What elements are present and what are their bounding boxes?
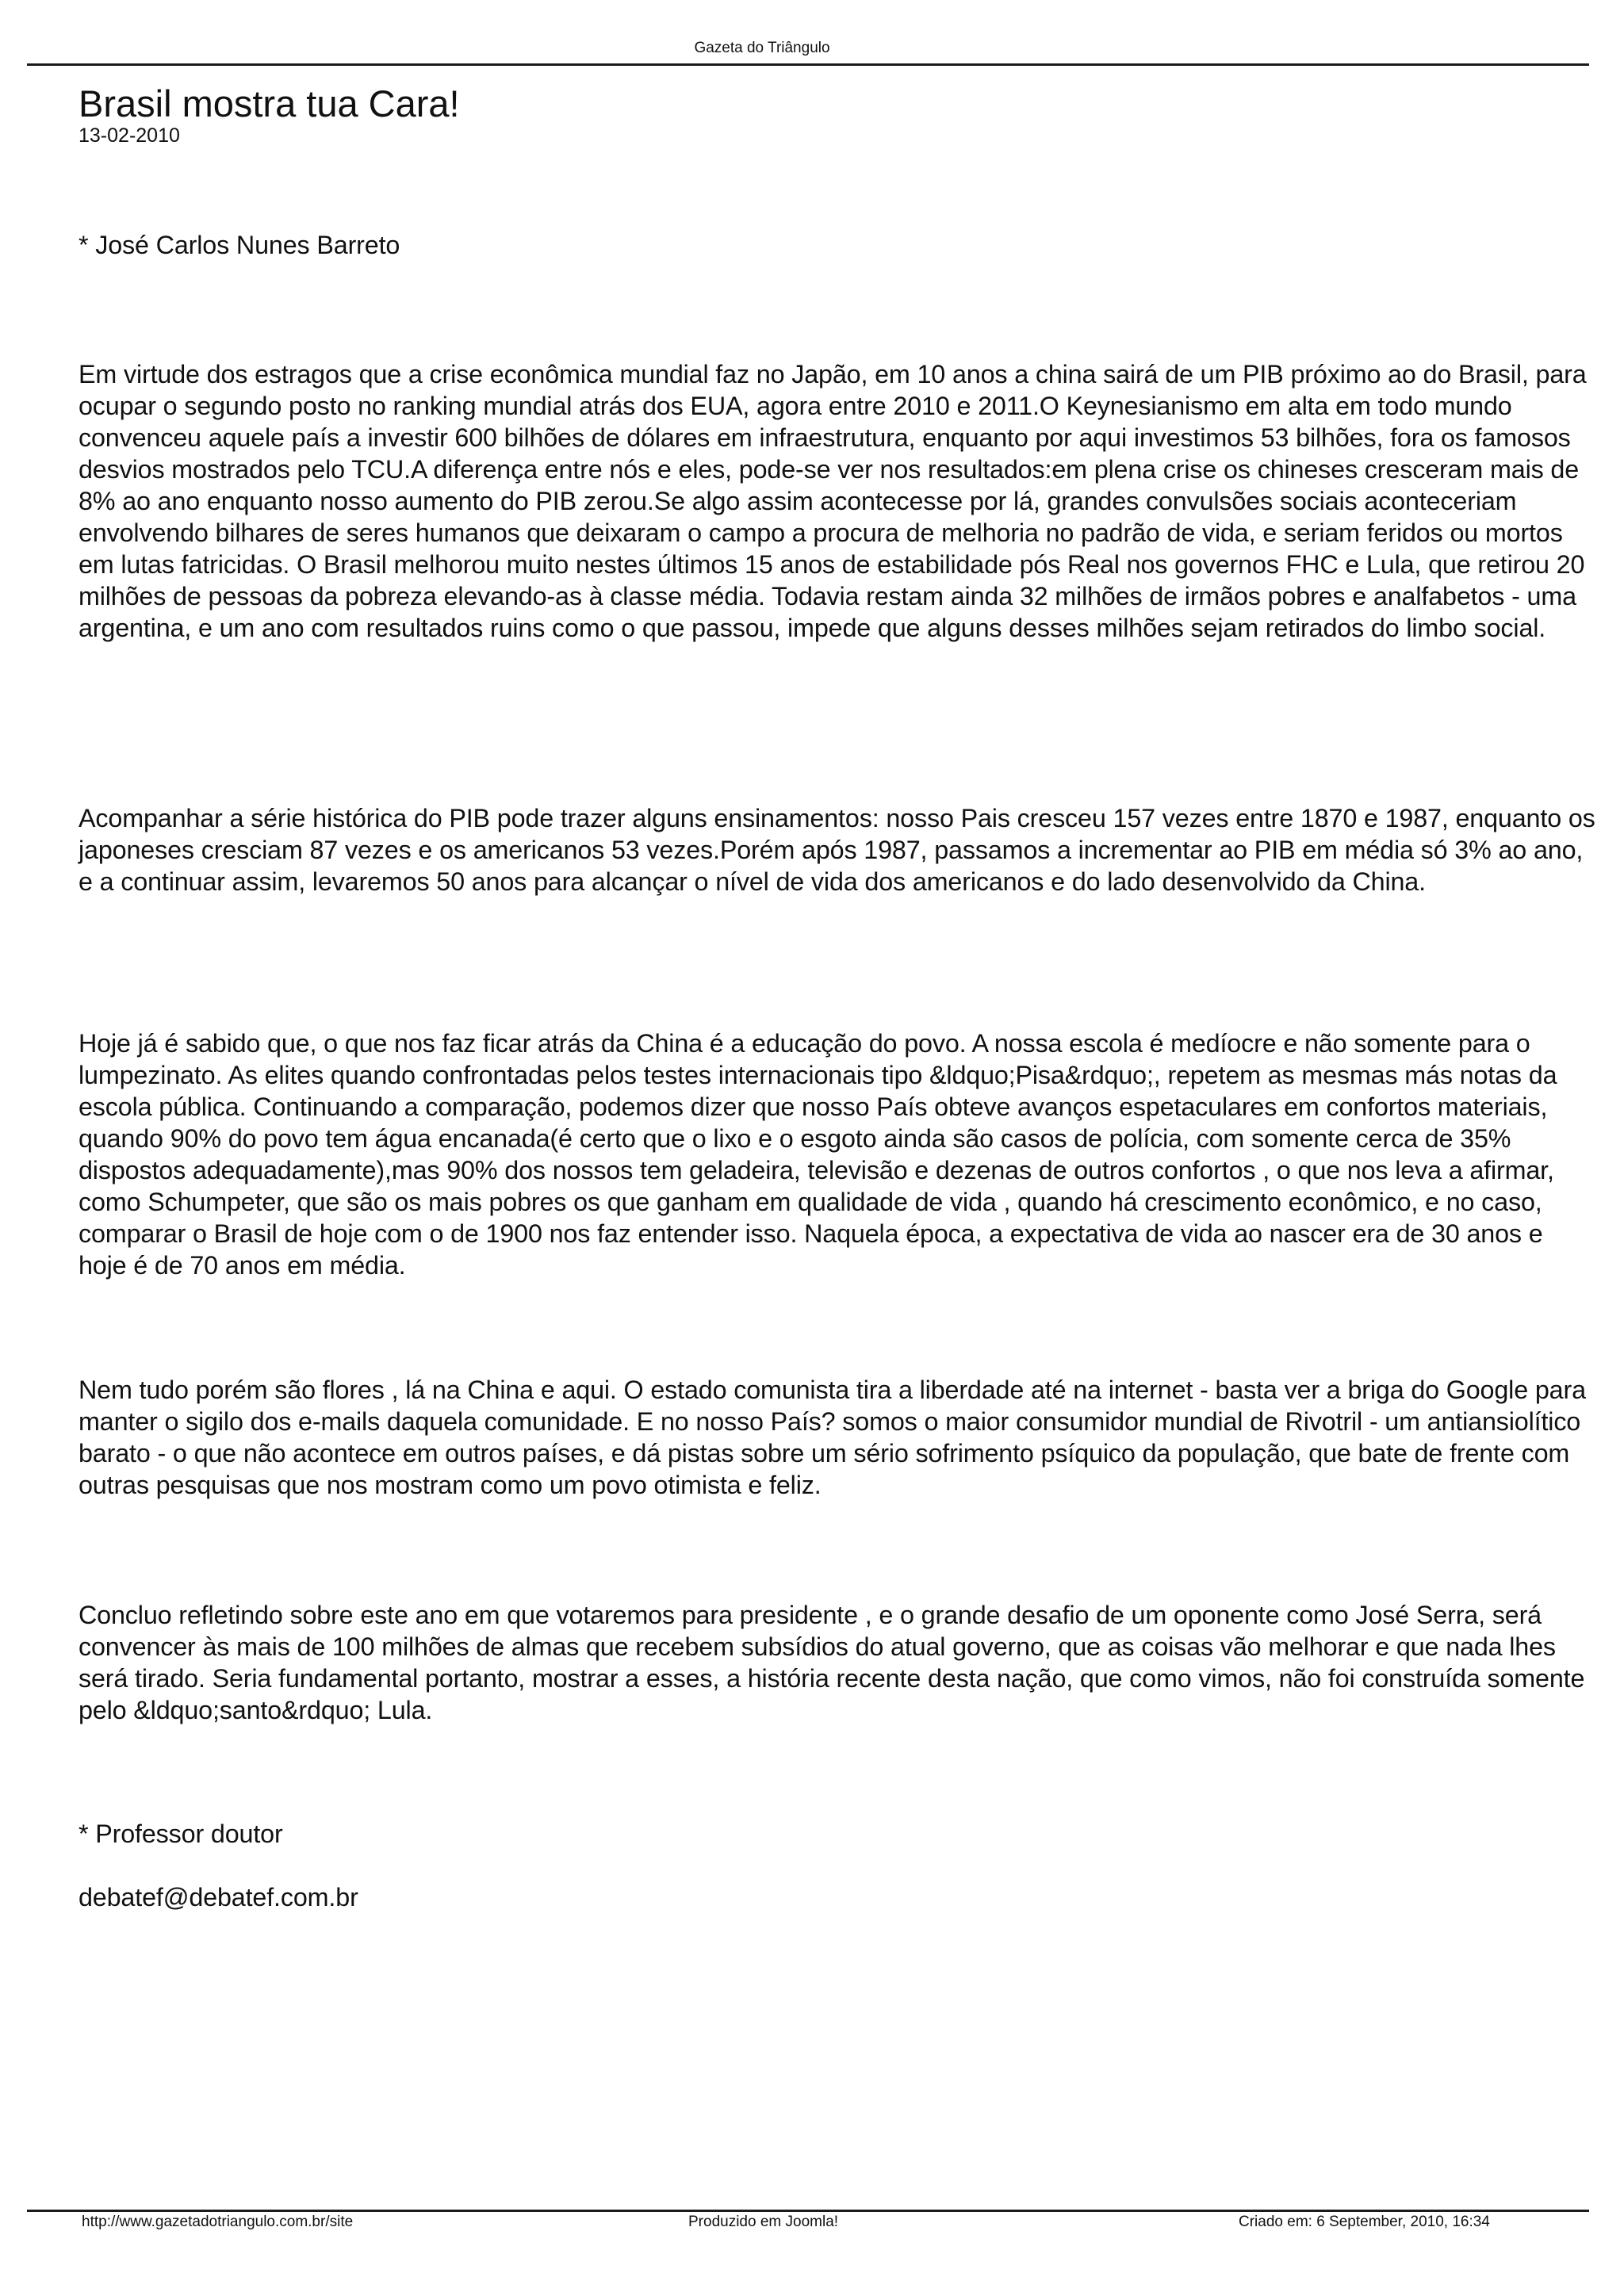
article-paragraph: Hoje já é sabido que, o que nos faz ficar atrás da China é a educação do povo. A nossa escola é medíocre e não somente para o lumpezinato. As elites quando confrontadas pelos testes internacionais tipo &ldquo;Pisa&rdquo;, repetem as mesmas más notas da escola pública. Continuando a comparação, podemos dizer que nosso País obteve avanços espetaculares em confortos materiais, quando 90% do povo tem água encanada(é certo que o lixo e o esgoto ainda são casos de polícia, com somente cerca de 35% dispostos adequadamente),mas 90% dos nossos tem geladeira, televisão e dezenas de outros confortos , o que nos leva a afirmar, como Schumpeter, que são os mais pobres os que ganham em qualidade de vida , quando há crescimento econômico, e no caso, comparar o Brasil de hoje com o de 1900 nos faz entender isso. Naquela época, a expectativa de vida ao nascer era de 30 anos e hoje é de 70 anos em média. — [79, 1029, 1557, 1280]
article-paragraph: Nem tudo porém são flores , lá na China e aqui. O estado comunista tira a liberdade até na internet - basta ver a briga do Google para manter o sigilo dos e-mails daquela comunidade. E no nosso País? somos o maior consumidor mundial de Rivotril - um antiansiolítico barato - o que não acontece em outros países, e dá pistas sobre um sério sofrimento psíquico da população, que bate de frente com outras pesquisas que nos mostram como um povo otimista e feliz. — [79, 1376, 1586, 1499]
article-date: 13-02-2010 — [79, 124, 180, 147]
author-signature: * Professor doutor — [79, 1820, 283, 1848]
article-author: * José Carlos Nunes Barreto — [79, 231, 400, 259]
article-paragraph: Concluo refletindo sobre este ano em que votaremos para presidente , e o grande desafio de um oponente como José Serra, será convencer às mais de 100 milhões de almas que recebem subsídios do atual governo, que as coisas vão melhorar e que nada lhes será tirado. Seria fundamental portanto, mostrar a esses, a história recente desta nação, que como vimos, não foi construída somente pelo &ldquo;santo&rdquo; Lula. — [79, 1601, 1585, 1724]
author-email: debatef@debatef.com.br — [79, 1883, 358, 1911]
footer-created-date: Criado em: 6 September, 2010, 16:34 — [1239, 2214, 1490, 2230]
article-paragraph: Em virtude dos estragos que a crise econômica mundial faz no Japão, em 10 anos a china sairá de um PIB próximo ao do Brasil, para ocupar o segundo posto no ranking mundial atrás dos EUA, agora entre 2010 e 2011.O Keynesianismo em alta em todo mundo convenceu aquele país a investir 600 bilhões de dólares em infraestrutura, enquanto por aqui investimos 53 bilhões, fora os famosos desvios mostrados pelo TCU.A diferença entre nós e eles, pode-se ver nos resultados:em plena crise os chineses cresceram mais de 8% ao ano enquanto nosso aumento do PIB zerou.Se algo assim acontecesse por lá, grandes convulsões sociais aconteceriam envolvendo bilhares de seres humanos que deixaram o campo a procura de melhoria no padrão de vida, e seriam feridos ou mortos em lutas fatricidas. O Brasil melhorou muito nestes últimos 15 anos de estabilidade pós Real nos governos FHC e Lula, que retirou 20 milhões de pessoas da pobreza elevando-as à classe média. Todavia restam ainda 32 milhões de irmãos pobres e analfabetos - uma argentina, e um ano com resultados ruins como o que passou, impede que alguns desses milhões sejam retirados do limbo social. — [79, 360, 1587, 642]
header-divider — [27, 63, 1589, 66]
article-paragraph: Acompanhar a série histórica do PIB pode trazer alguns ensinamentos: nosso Pais cresceu 157 vezes entre 1870 e 1987, enquanto os japoneses cresciam 87 vezes e os americanos 53 vezes.Porém após 1987, passamos a incrementar ao PIB em média só 3% ao ano, e a continuar assim, levaremos 50 anos para alcançar o nível de vida dos americanos e do lado desenvolvido da China. — [79, 804, 1595, 896]
article-title: Brasil mostra tua Cara! — [79, 82, 460, 124]
footer-produced-by: Produzido em Joomla! — [688, 2214, 839, 2230]
site-name: Gazeta do Triângulo — [694, 40, 830, 56]
footer-site-url: http://www.gazetadotriangulo.com.br/site — [82, 2214, 354, 2230]
footer-divider — [27, 2210, 1589, 2212]
